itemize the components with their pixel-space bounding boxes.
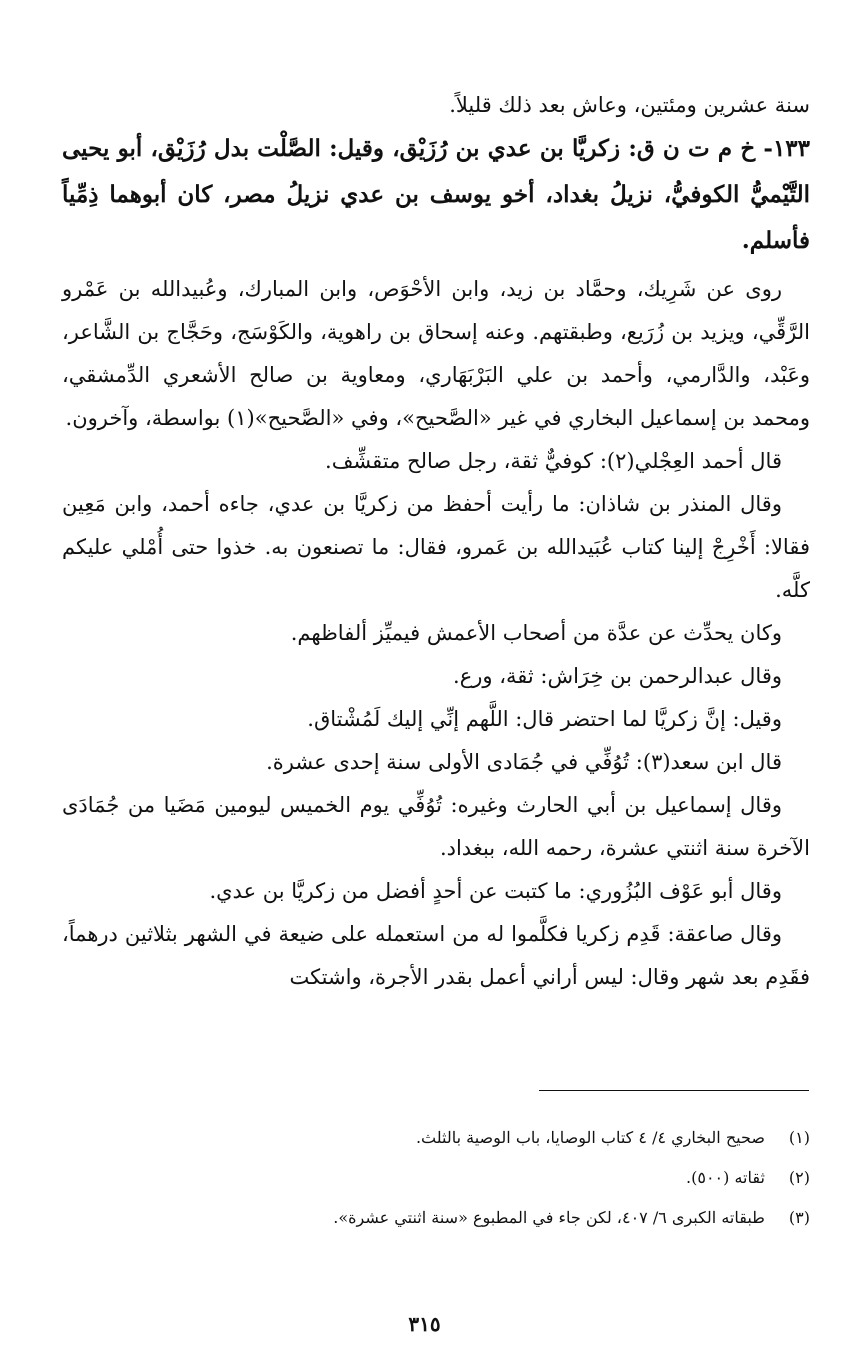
paragraph: وقال إسماعيل بن أبي الحارث وغيره: تُوُفِّي يوم الخميس ليومين مَضَيا من جُمَادَى الآخرة سنة اثنتي عشرة، رحمه الله، ببغداد.	[62, 793, 810, 860]
footnote	[62, 1118, 810, 1158]
paragraph: قال ابن سعد(٣): تُوُفِّي في جُمَادى الأولى سنة إحدى عشرة.	[266, 750, 782, 774]
footnote-text: صحيح البخاري ٤/ ٤ كتاب الوصايا، باب الوصية بالثلث.	[415, 1128, 765, 1147]
paragraph: وقال عبدالرحمن بن خِرَاش: ثقة، ورع.	[453, 664, 782, 688]
footnotes	[62, 1118, 810, 1238]
main-text	[62, 84, 810, 999]
page-number: ٣١٥	[408, 1312, 441, 1336]
footnote-divider	[539, 1090, 809, 1091]
footnote	[62, 1158, 810, 1198]
footnote-number: (١)	[788, 1128, 810, 1147]
footnote-text: ثقاته (٥٠٠).	[686, 1168, 765, 1187]
paragraph: وقال أبو عَوْف البُزُوري: ما كتبت عن أحدٍ أفضل من زكريَّا بن عدي.	[209, 879, 782, 903]
paragraph: وكان يحدِّث عن عدَّة من أصحاب الأعمش فيميِّز ألفاظهم.	[290, 621, 782, 645]
footnote-number: (٢)	[788, 1168, 810, 1187]
paragraph: قال أحمد العِجْلي(٢): كوفيٌّ ثقة، رجل صالح متقشِّف.	[325, 449, 782, 473]
footnote-number: (٣)	[788, 1208, 810, 1227]
paragraph: روى عن شَرِيك، وحمَّاد بن زيد، وابن الأحْوَص، وابن المبارك، وعُبيدالله بن عَمْرو الرَّقِّي، ويزيد بن زُرَيع، وطبقتهم. وعنه إسحاق بن راهوية، والكَوْسَج، وحَجَّاج بن الشَّاعر، وعَبْد، والدَّارمي، وأحمد بن علي البَرْبَهَاري، ومعاوية بن صالح الأشعري الدِّمشقي، ومحمد بن إسماعيل البخاري في غير «الصَّحيح»، وفي «الصَّحيح»(١) بواسطة، وآخرون.	[62, 277, 810, 430]
footnote	[62, 1198, 810, 1238]
entry-heading: ١٣٣- خ م ت ن ق: زكريَّا بن عدي بن رُزَيْق، وقيل: الصَّلْت بدل رُزَيْق، أبو يحيى التَّيْميُّ الكوفيُّ، نزيلُ بغداد، أخو يوسف بن عدي نزيلُ مصر، كان أبوهما ذِمِّياً فأسلم.	[62, 135, 810, 254]
footnote-text: طبقاته الكبرى ٦/ ٤٠٧، لكن جاء في المطبوع «سنة اثنتي عشرة».	[333, 1208, 765, 1227]
paragraph: وقال صاعقة: قَدِم زكريا فكلَّموا له من استعمله على ضيعة في الشهر بثلاثين درهماً، فقَدِم بعد شهر وقال: ليس أراني أعمل بقدر الأجرة، واشتكت	[62, 922, 810, 989]
continuation-line: سنة عشرين ومئتين، وعاش بعد ذلك قليلاً.	[449, 93, 810, 117]
paragraph: وقال المنذر بن شاذان: ما رأيت أحفظ من زكريَّا بن عدي، جاءه أحمد، وابن مَعِين فقالا: أَخْرِجْ إلينا كتاب عُبَيدالله بن عَمرو، فقال: ما تصنعون به. خذوا حتى أُمْلي عليكم كلَّه.	[62, 492, 810, 602]
paragraph: وقيل: إنَّ زكريَّا لما احتضر قال: اللَّهم إنِّي إليك لَمُشْتاق.	[307, 707, 782, 731]
